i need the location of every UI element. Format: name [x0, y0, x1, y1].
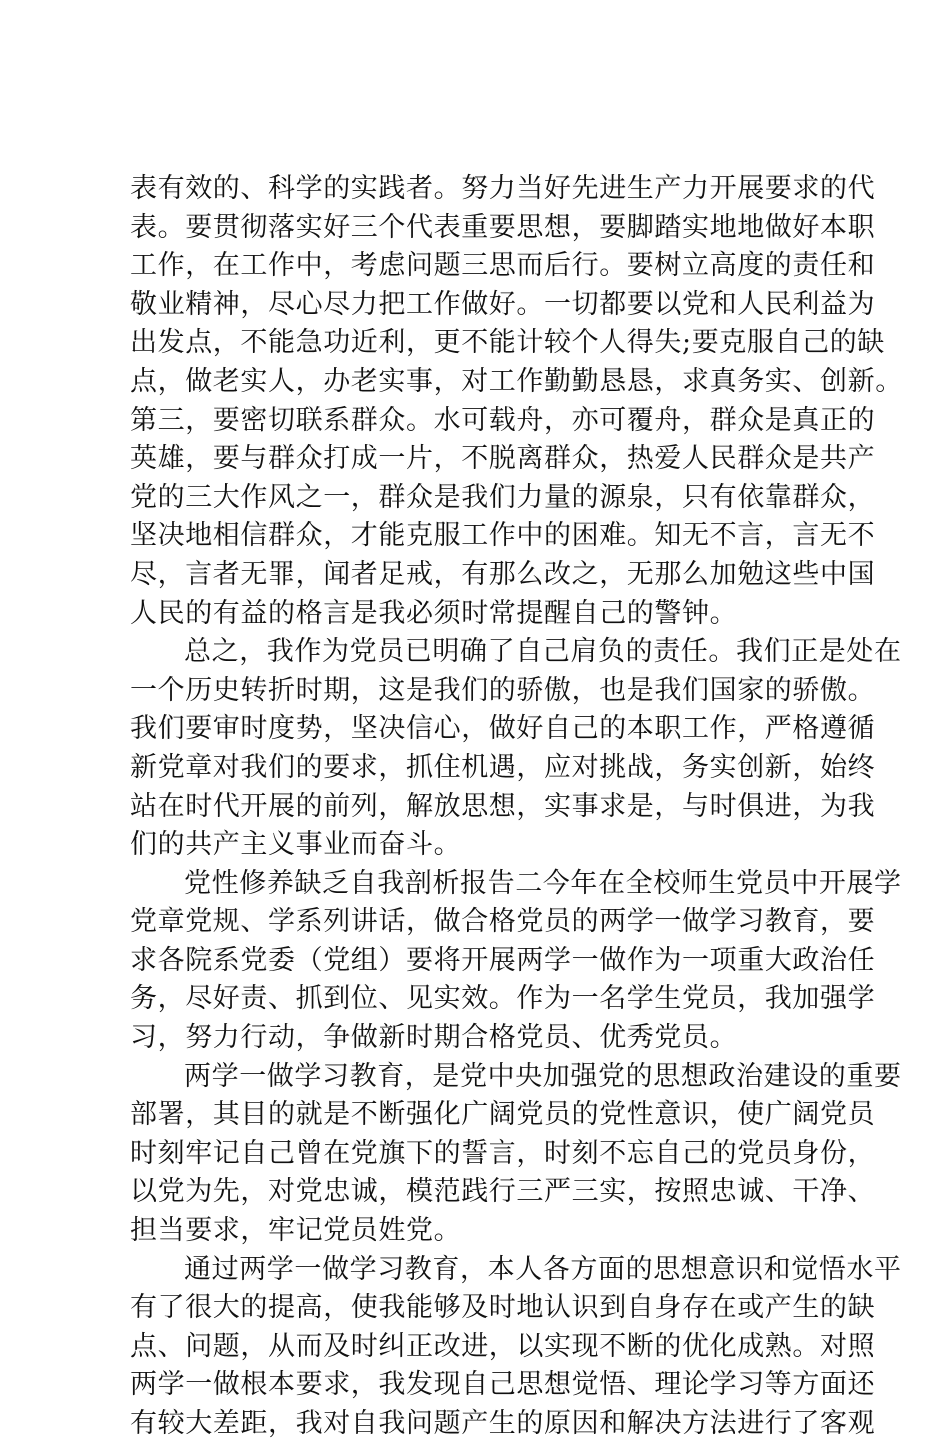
text-line: 表。要贯彻落实好三个代表重要思想，要脚踏实地地做好本职: [130, 211, 876, 243]
text-line: 们的共产主义事业而奋斗。: [130, 829, 462, 861]
text-line: 习，努力行动，争做新时期合格党员、优秀党员。: [130, 1022, 738, 1054]
text-line: 党性修养缺乏自我剖析报告二今年在全校师生党员中开展学: [184, 867, 902, 899]
text-line: 敬业精神，尽心尽力把工作做好。一切都要以党和人民利益为: [130, 288, 876, 320]
text-line: 点，做老实人，办老实事，对工作勤勤恳恳，求真务实、创新。: [130, 365, 903, 397]
text-line: 有了很大的提高，使我能够及时地认识到自身存在或产生的缺: [130, 1292, 876, 1324]
text-line: 担当要求，牢记党员姓党。: [130, 1215, 462, 1247]
text-line: 两学一做根本要求，我发现自己思想觉悟、理论学习等方面还: [130, 1369, 876, 1401]
text-line: 有较大差距，我对自我问题产生的原因和解决方法进行了客观: [130, 1408, 876, 1439]
text-line: 英雄，要与群众打成一片，不脱离群众，热爱人民群众是共产: [130, 443, 876, 475]
text-line: 新党章对我们的要求，抓住机遇，应对挑战，务实创新，始终: [130, 751, 876, 783]
text-line: 求各院系党委（党组）要将开展两学一做作为一项重大政治任: [130, 944, 876, 976]
text-line: 我们要审时度势，坚决信心，做好自己的本职工作，严格遵循: [130, 713, 876, 745]
text-line: 务，尽好责、抓到位、见实效。作为一名学生党员，我加强学: [130, 983, 876, 1015]
text-line: 表有效的、科学的实践者。努力当好先进生产力开展要求的代: [130, 173, 876, 204]
text-line: 出发点，不能急功近利，更不能计较个人得失;要克服自己的缺: [130, 327, 885, 359]
text-line: 以党为先，对党忠诚，模范践行三严三实，按照忠诚、干净、: [130, 1176, 876, 1208]
text-line: 党章党规、学系列讲话，做合格党员的两学一做学习教育，要: [130, 906, 876, 938]
text-line: 部署，其目的就是不断强化广阔党员的党性意识，使广阔党员: [130, 1099, 876, 1131]
text-line: 工作，在工作中，考虑问题三思而后行。要树立高度的责任和: [130, 250, 876, 282]
text-line: 两学一做学习教育，是党中央加强党的思想政治建设的重要: [184, 1060, 902, 1092]
text-line: 党的三大作风之一，群众是我们力量的源泉，只有依靠群众，: [130, 481, 876, 513]
text-line: 尽，言者无罪，闻者足戒，有那么改之，无那么加勉这些中国: [130, 558, 876, 590]
text-line: 一个历史转折时期，这是我们的骄傲，也是我们国家的骄傲。: [130, 674, 876, 706]
document-body: [130, 170, 903, 1444]
text-line: 第三，要密切联系群众。水可载舟，亦可覆舟，群众是真正的: [130, 404, 876, 436]
text-line: 总之，我作为党员已明确了自己肩负的责任。我们正是处在: [184, 636, 902, 668]
text-line: 站在时代开展的前列，解放思想，实事求是，与时俱进，为我: [130, 790, 876, 822]
text-line: 通过两学一做学习教育，本人各方面的思想意识和觉悟水平: [184, 1253, 902, 1285]
text-line: 时刻牢记自己曾在党旗下的誓言，时刻不忘自己的党员身份，: [130, 1137, 876, 1169]
text-line: 坚决地相信群众，才能克服工作中的困难。知无不言，言无不: [130, 520, 876, 552]
text-line: 点、问题，从而及时纠正改进，以实现不断的优化成熟。对照: [130, 1330, 876, 1362]
text-line: 人民的有益的格言是我必须时常提醒自己的警钟。: [130, 597, 738, 629]
